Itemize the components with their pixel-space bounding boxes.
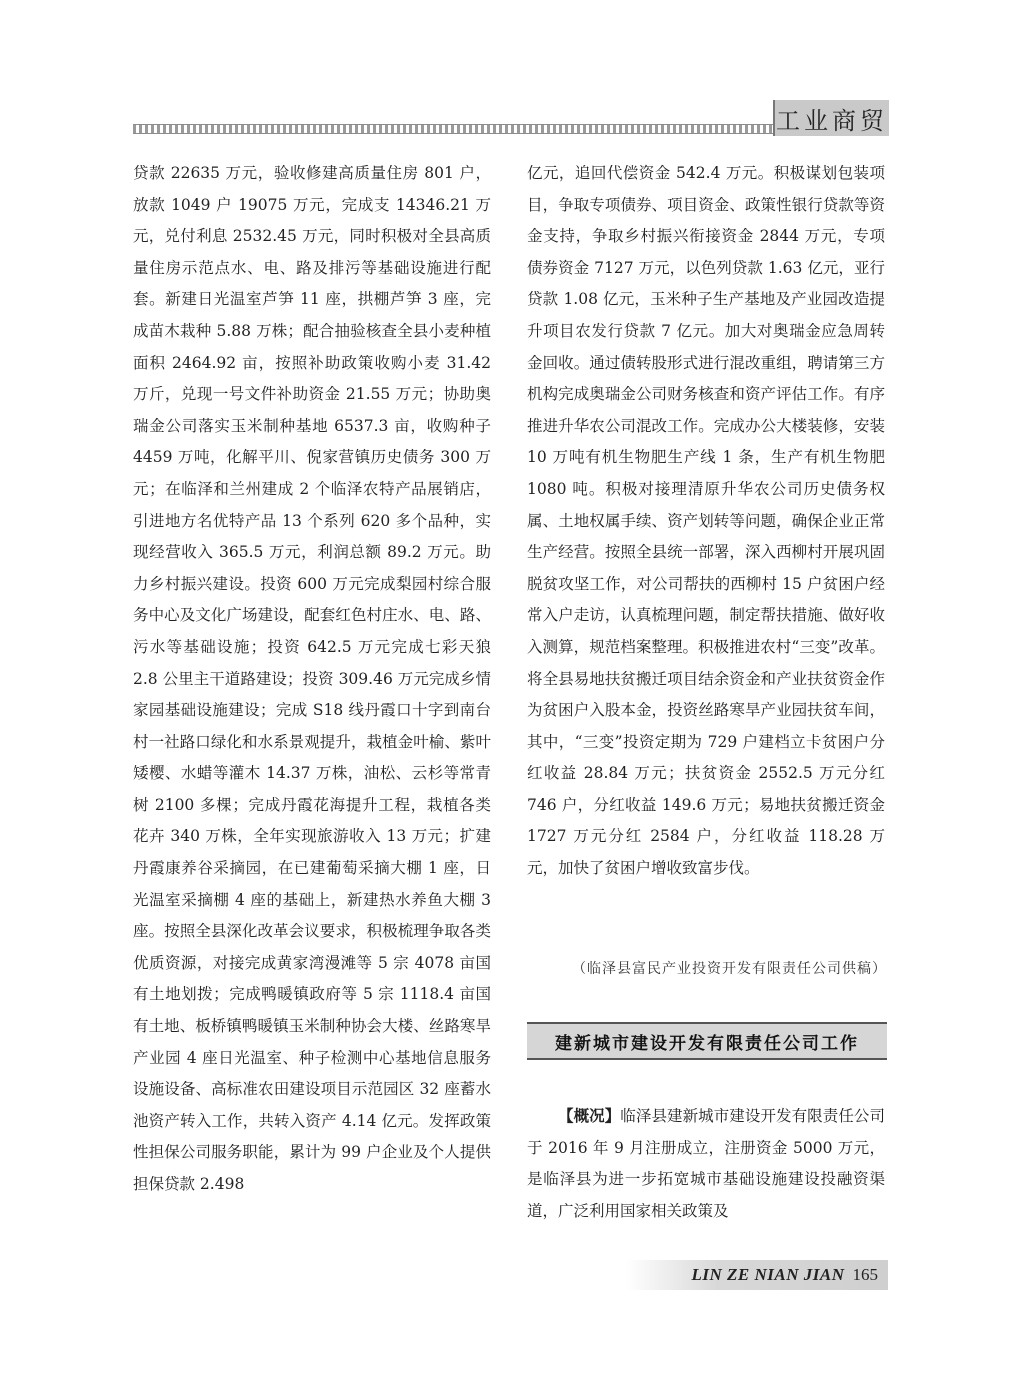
right-column (527, 158, 885, 885)
left-column (133, 158, 491, 1201)
section-tab: 工业商贸 (773, 100, 889, 136)
footer-band (626, 1260, 888, 1290)
page-number: 165 (852, 1265, 878, 1284)
journal-name: LIN ZE NIAN JIAN (691, 1265, 845, 1284)
left-column-text: 贷款 22635 万元，验收修建高质量住房 801 户，放款 1049 户 19075 万元，完成支 14346.21 万元，兑付利息 2532.45 万元，同时积极对全县高质量住房示范点水、电、路及排污等基础设施进行配套。新建日光温室芦笋 11 座，拱棚芦笋 3 座，完成苗木栽种 5.88 万株；配合抽验核查全县小麦种植面积 2464.92 亩，按照补助政策收购小麦 31.42 万斤，兑现一号文件补助资金 21.55 万元；协助奥瑞金公司落实玉米制种基地 6537.3 亩，收购种子 4459 万吨，化解平川、倪家营镇历史债务 300 万元；在临泽和兰州建成 2 个临泽农特产品展销店，引进地方名优特产品 13 个系列 620 多个品种，实现经营收入 365.5 万元，利润总额 89.2 万元。助力乡村振兴建设。投资 600 万元完成梨园村综合服务中心及文化广场建设，配套红色村庄水、电、路、污水等基础设施；投资 642.5 万元完成七彩天狼 2.8 公里主干道路建设；投资 309.46 万元完成乡情家园基础设施建设；完成 S18 线丹霞口十字到南台村一社路口绿化和水系景观提升，栽植金叶榆、紫叶矮樱、水蜡等灌木 14.37 万株，油松、云杉等常青树 2100 多棵；完成丹霞花海提升工程，栽植各类花卉 340 万株，全年实现旅游收入 13 万元；扩建丹霞康养谷采摘园，在已建葡萄采摘大棚 1 座，日光温室采摘棚 4 座的基础上，新建热水养鱼大棚 3 座。按照全县深化改革会议要求，积极梳理争取各类优质资源，对接完成黄家湾漫滩等 5 宗 4078 亩国有土地划拨；完成鸭暖镇政府等 5 宗 1118.4 亩国有土地、板桥镇鸭暖镇玉米制种协会大楼、丝路寒旱产业园 4 座日光温室、种子检测中心基地信息服务设施设备、高标准农田建设项目示范园区 32 座蓄水池资产转入工作，共转入资产 4.14 亿元。发挥政策性担保公司服务职能，累计为 99 户企业及个人提供担保贷款 2.498 (133, 164, 491, 1193)
section-heading: 建新城市建设开发有限责任公司工作 (527, 1022, 887, 1060)
overview-paragraph (527, 1100, 885, 1227)
overview-label: 【概况】 (558, 1106, 621, 1125)
source-credit: （临泽县富民产业投资开发有限责任公司供稿） (572, 961, 887, 977)
overview-text: 临泽县建新城市建设开发有限责任公司于 2016 年 9 月注册成立，注册资金 5000 万元，是临泽县为进一步拓宽城市基础设施建设投融资渠道，广泛利用国家相关政策及 (527, 1107, 885, 1220)
header-dotted-rule (133, 124, 773, 134)
right-column-text: 亿元，追回代偿资金 542.4 万元。积极谋划包装项目，争取专项债券、项目资金、政策性银行贷款等资金支持，争取乡村振兴衔接资金 2844 万元，专项债券资金 7127 万元，以色列贷款 1.63 亿元，亚行贷款 1.08 亿元，玉米种子生产基地及产业园改造提升项目农发行贷款 7 亿元。加大对奥瑞金应急周转金回收。通过债转股形式进行混改重组，聘请第三方机构完成奥瑞金公司财务核查和资产评估工作。有序推进升华农公司混改工作。完成办公大楼装修，安装 10 万吨有机生物肥生产线 1 条，生产有机生物肥 1080 吨。积极对接理清原升华农公司历史债务权属、土地权属手续、资产划转等问题，确保企业正常生产经营。按照全县统一部署，深入西柳村开展巩固脱贫攻坚工作，对公司帮扶的西柳村 15 户贫困户经常入户走访，认真梳理问题，制定帮扶措施、做好收入测算，规范档案整理。积极推进农村“三变”改革。将全县易地扶贫搬迁项目结余资金和产业扶贫资金作为贫困户入股本金，投资丝路寒旱产业园扶贫车间，其中，“三变”投资定期为 729 户建档立卡贫困户分红收益 28.84 万元；扶贫资金 2552.5 万元分红 746 户，分红收益 149.6 万元；易地扶贫搬迁资金 1727 万元分红 2584 户，分红收益 118.28 万元，加快了贫困户增收致富步伐。 (527, 164, 885, 878)
